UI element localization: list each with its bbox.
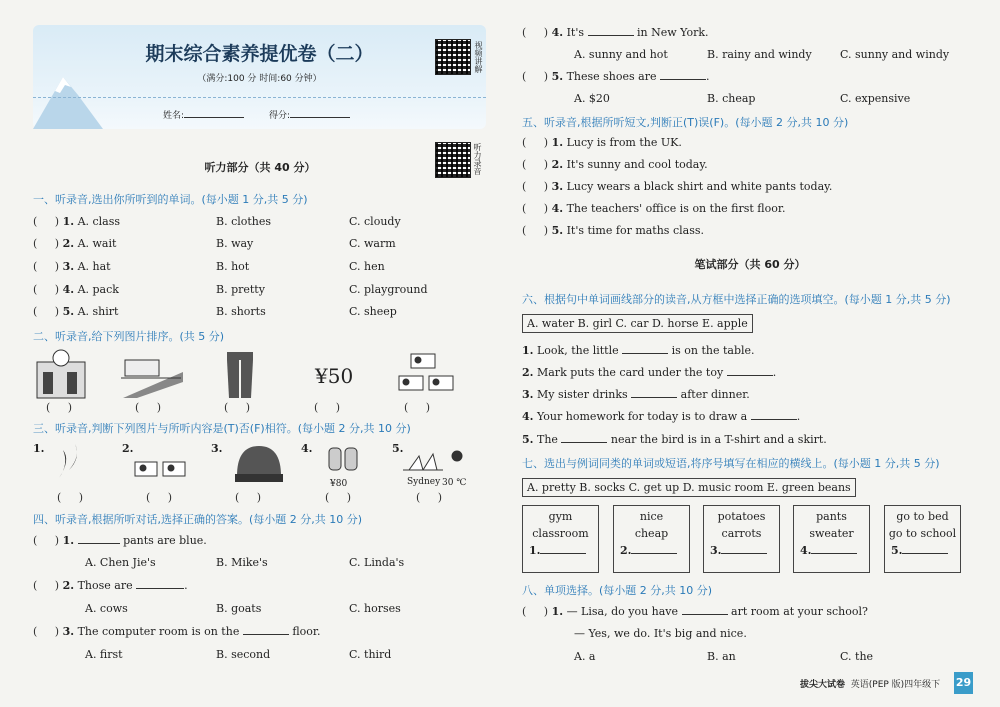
header-banner <box>33 25 486 129</box>
category-card: go to bed go to school 5. <box>884 505 961 573</box>
qr-label: 视频讲解 <box>474 41 483 73</box>
list-item: ( ) 3. Lucy wears a black shirt and white pants today. <box>522 180 833 193</box>
option-c: C. sheep <box>349 305 397 318</box>
answer-paren[interactable]: ( ) <box>46 401 73 414</box>
answer-paren[interactable]: ( ) <box>135 401 162 414</box>
listening-title: 听力部分（共 40 分） <box>204 161 316 174</box>
question-4-3: ( ) 3. The computer room is on the floor. <box>33 625 321 638</box>
option-c: C. playground <box>349 283 428 296</box>
glove-price: ¥80 <box>330 479 348 489</box>
option-c: C. warm <box>349 237 396 250</box>
answer-paren[interactable]: ( ) <box>325 491 352 504</box>
answer-paren[interactable]: ( ) <box>224 401 251 414</box>
option-c: C. horses <box>349 602 401 615</box>
options-box: A. water B. girl C. car D. horse E. apple <box>522 314 753 333</box>
option-b: B. goats <box>216 602 262 615</box>
gloves-picture <box>329 448 357 470</box>
section-3-pictures <box>33 440 473 490</box>
option-c: C. the <box>840 650 874 663</box>
answer-paren[interactable]: ( ) <box>314 401 341 414</box>
section-2-title: 二、听录音,给下列图片排序。(共 5 分) <box>33 330 225 343</box>
option-b: B. an <box>707 650 736 663</box>
list-item: ( ) 1. A. class <box>33 215 121 228</box>
question-4-2: ( ) 2. Those are . <box>33 579 188 592</box>
option-b: B. pretty <box>216 283 265 296</box>
question-4-1: ( ) 1. pants are blue. <box>33 534 207 547</box>
chilli-peppers-picture <box>59 444 77 478</box>
pants-picture <box>227 352 253 398</box>
cows-picture <box>399 354 453 390</box>
question-4-4: ( ) 4. It's in New York. <box>522 26 709 39</box>
question-6-4: 4. Your homework for today is to draw a . <box>522 410 801 423</box>
name-label: 姓名: <box>163 111 185 121</box>
option-a: A. a <box>574 650 596 663</box>
written-title: 笔试部分（共 60 分） <box>694 258 806 271</box>
answer-paren[interactable]: ( ) <box>416 491 443 504</box>
divider <box>33 97 486 99</box>
option-b: B. cheap <box>707 92 756 105</box>
qr-code-icon <box>435 39 471 75</box>
category-card: nice cheap 2. <box>613 505 690 573</box>
option-c: C. hen <box>349 260 385 273</box>
option-c: C. third <box>349 648 392 661</box>
section-2-pictures <box>33 348 473 402</box>
list-item: ( ) 1. Lucy is from the UK. <box>522 136 682 149</box>
section-7-title: 七、选出与例词同类的单词或短语,将序号填写在相应的横线上。(每小题 1 分,共 5 分) <box>522 457 940 470</box>
score-label: 得分: <box>269 111 291 121</box>
temperature-label: 30 ℃ <box>442 478 467 488</box>
list-item: ( ) 5. It's time for maths class. <box>522 224 704 237</box>
list-item: ( ) 2. It's sunny and cool today. <box>522 158 708 171</box>
list-item: ( ) 2. A. wait <box>33 237 117 250</box>
opera-house-picture <box>403 451 462 470</box>
price-label: ¥50 <box>315 364 354 388</box>
item-number: 4. <box>301 442 313 455</box>
item-number: 2. <box>122 442 134 455</box>
list-item: ( ) 5. A. shirt <box>33 305 119 318</box>
category-card: potatoes carrots 3. <box>703 505 780 573</box>
option-a: A. sunny and hot <box>574 48 668 61</box>
city-label: Sydney <box>407 477 441 487</box>
option-c: C. expensive <box>840 92 911 105</box>
option-c: C. sunny and windy <box>840 48 950 61</box>
option-c: C. Linda's <box>349 556 405 569</box>
street-picture <box>121 360 183 398</box>
item-number: 5. <box>392 442 404 455</box>
name-field[interactable] <box>163 108 244 121</box>
option-b: B. way <box>216 237 254 250</box>
option-a: A. cows <box>85 602 128 615</box>
option-a: A. Chen Jie's <box>85 556 156 569</box>
question-6-3: 3. My sister drinks after dinner. <box>522 388 750 401</box>
list-item: ( ) 3. A. hat <box>33 260 111 273</box>
question-6-5: 5. The near the bird is in a T-shirt and a skirt. <box>522 433 827 446</box>
section-1-title: 一、听录音,选出你所听到的单词。(每小题 1 分,共 5 分) <box>33 193 308 206</box>
wool-hat-picture <box>235 446 283 482</box>
option-a: A. $20 <box>574 92 610 105</box>
section-8-title: 八、单项选择。(每小题 2 分,共 10 分) <box>522 584 713 597</box>
category-card: pants sweater 4. <box>793 505 870 573</box>
item-number: 1. <box>33 442 45 455</box>
footer-text <box>800 677 940 690</box>
section-3-title: 三、听录音,判断下列图片与所听内容是(T)否(F)相符。(每小题 2 分,共 10 分) <box>33 422 411 435</box>
answer-paren[interactable]: ( ) <box>146 491 173 504</box>
option-b: B. hot <box>216 260 250 273</box>
footer-book: 英语(PEP 版)四年级下 <box>850 680 941 690</box>
cows-picture <box>135 462 185 476</box>
option-b: B. shorts <box>216 305 266 318</box>
page-title: 期末综合素养提优卷（二） <box>145 43 374 65</box>
answer-paren[interactable]: ( ) <box>404 401 431 414</box>
answer-paren[interactable]: ( ) <box>235 491 262 504</box>
exam-info: （满分:100 分 时间:60 分钟） <box>197 74 322 84</box>
question-8-1: ( ) 1. — Lisa, do you have art room at your school? <box>522 605 868 618</box>
option-b: B. Mike's <box>216 556 268 569</box>
section-4-title: 四、听录音,根据所听对话,选择正确的答案。(每小题 2 分,共 10 分) <box>33 513 363 526</box>
option-b: B. clothes <box>216 215 272 228</box>
option-b: B. rainy and windy <box>707 48 812 61</box>
option-b: B. second <box>216 648 271 661</box>
section-5-title: 五、听录音,根据所听短文,判断正(T)误(F)。(每小题 2 分,共 10 分) <box>522 116 849 129</box>
list-item: ( ) 4. The teachers' office is on the first floor. <box>522 202 786 215</box>
question-6-1: 1. Look, the little is on the table. <box>522 344 755 357</box>
page-number: 29 <box>954 672 973 694</box>
clock-tower-picture <box>37 350 85 398</box>
options-box: A. pretty B. socks C. get up D. music room E. green beans <box>522 478 856 497</box>
footer-brand: 拔尖大试卷 <box>800 680 846 690</box>
qr-label: 听力录音 <box>473 143 482 175</box>
category-card: gym classroom 1. <box>522 505 599 573</box>
section-6-title: 六、根据句中单词画线部分的读音,从方框中选择正确的选项填空。(每小题 1 分,共 5 分) <box>522 293 951 306</box>
question-6-2: 2. Mark puts the card under the toy . <box>522 366 777 379</box>
option-c: C. cloudy <box>349 215 401 228</box>
score-field[interactable] <box>269 108 350 121</box>
list-item: ( ) 4. A. pack <box>33 283 119 296</box>
dialogue-reply: — Yes, we do. It's big and nice. <box>574 627 747 640</box>
question-4-5: ( ) 5. These shoes are . <box>522 70 710 83</box>
answer-paren[interactable]: ( ) <box>57 491 84 504</box>
item-number: 3. <box>211 442 223 455</box>
option-a: A. first <box>85 648 123 661</box>
